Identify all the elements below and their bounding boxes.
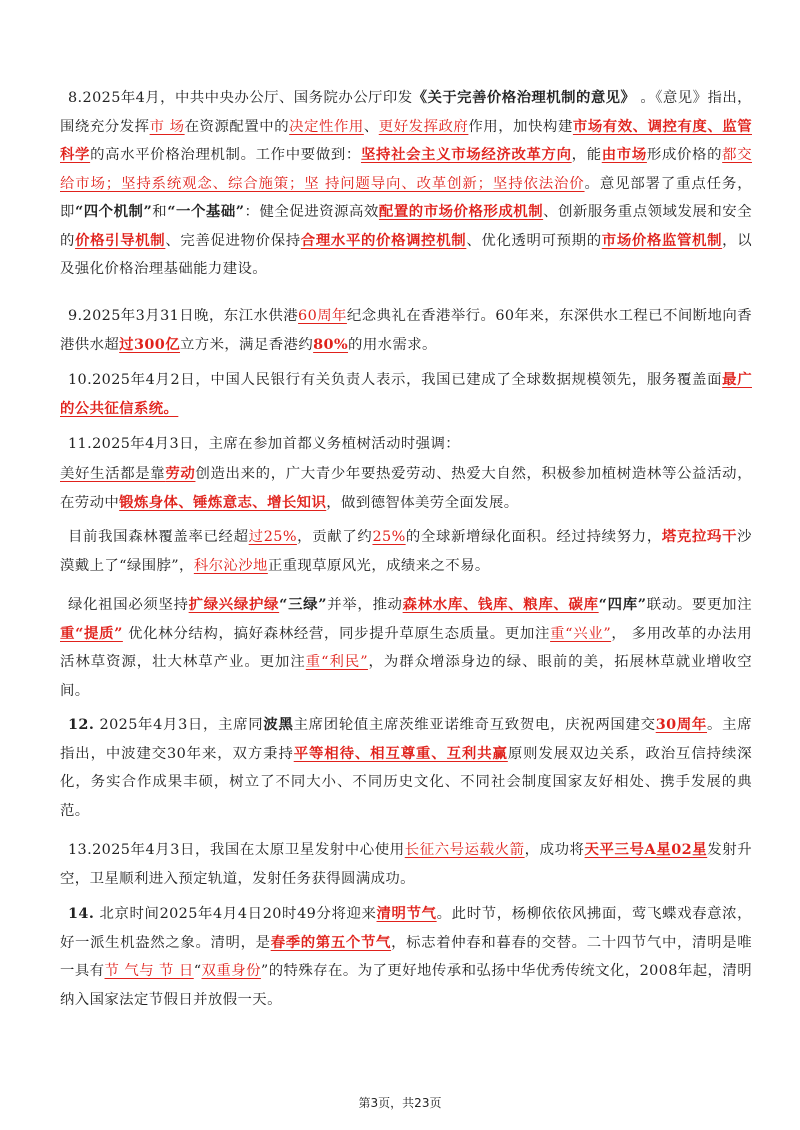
highlight-text: 春季的第五个节气 [270, 933, 392, 951]
highlight-text: 劳动 [165, 465, 196, 482]
paragraph-13 [60, 836, 752, 893]
paragraph-11-forest [60, 523, 752, 580]
body-text: 创造出来的，广大青少年要热爱劳动、热爱大自然，积极参加植树造林等公益活动，在劳动中 [60, 466, 752, 511]
highlight-text: 平等相待、相互尊重、互利共赢 [293, 744, 508, 762]
body-text: 立方米，满足香港约 [180, 336, 314, 353]
body-text: 9.2025年3月31日晚，东江水供港 [68, 308, 299, 324]
page-number: 第3页，共23页 [358, 1096, 442, 1110]
body-text: 8.2025年4月，中共中央办公厅、国务院办公厅印发 [68, 90, 413, 106]
body-text: 13.2025年4月3日，我国在太原卫星发射中心使用 [68, 842, 405, 858]
highlight-text: 节 气与 节 日 [104, 963, 194, 979]
highlight-text: 重“兴业” [550, 625, 612, 642]
highlight-text: 天平三号A星02星 [584, 841, 708, 858]
body-text: 联动。要更加注 [646, 597, 753, 613]
highlight-text: “四个机制” [74, 203, 153, 220]
highlight-text: 由市场 [601, 146, 647, 163]
highlight-text: “一个基础” [167, 203, 245, 220]
body-text: 、 [363, 118, 379, 135]
paragraph-11-body [60, 460, 752, 517]
highlight-text: 锻炼身体、锤炼意志、增长知识 [119, 493, 327, 511]
highlight-text: 过300亿 [119, 335, 180, 353]
highlight-text: 过25% [248, 529, 297, 545]
highlight-text: 更好发挥政府 [378, 118, 469, 135]
body-text: 主席团轮值主席茨维亚诺维奇互致贺电，庆祝两国建交 [293, 717, 656, 733]
highlight-text: 市场有效、调控有度、监管科学 [60, 117, 752, 163]
body-text: ：健全促进资源高效 [244, 204, 379, 220]
paragraph-10 [60, 366, 752, 423]
body-text: 优化林分结构，搞好森林经营，同步提升草原生态质量。更加注 [122, 625, 551, 642]
highlight-text: “四库” [598, 596, 647, 613]
body-text: ，做到德智体美劳全面发展。 [326, 494, 519, 511]
paragraph-8 [60, 84, 752, 284]
highlight-text: 波黑 [263, 716, 294, 733]
body-text: ， 多用改革的办法用活林草资源，壮大林草产业。更加注 [60, 625, 752, 670]
body-text: ，能 [571, 147, 602, 163]
paragraph-12 [60, 711, 752, 825]
highlight-text: 市场价格监管机制 [601, 231, 723, 249]
highlight-text: 重“提质” [60, 624, 123, 642]
body-text: 目前我国森林覆盖率已经超 [68, 529, 249, 545]
body-text: 、创新服务重点领域发展和安全的 [60, 204, 752, 249]
body-text: 的高水平价格治理机制。工作中要做到： [90, 147, 361, 163]
body-text: 发射升空，卫星顺利进入预定轨道，发射任务获得圆满成功。 [60, 842, 752, 887]
highlight-text: 决定性作用 [289, 118, 364, 135]
highlight-text: 都交给市场；坚持系统观念、综合施策；坚 持问题导向、改革创新；坚持依法治价 [60, 147, 752, 192]
body-text: 绿化祖国必须坚持 [68, 597, 189, 613]
body-text: 。此时节，杨柳依依风拂面，莺飞蝶戏春意浓，好一派生机盎然之象。清明，是 [60, 906, 752, 951]
highlight-text: 清明节气 [376, 905, 437, 922]
highlight-text: 重“利民” [305, 654, 368, 670]
highlight-text: 配置的市场价格形成机制 [378, 203, 544, 220]
highlight-text: 30周年 [655, 716, 708, 733]
body-text: 在资源配置中的 [184, 118, 290, 135]
body-text: 作用，加快构建 [468, 118, 573, 135]
body-text: 的用水需求。 [348, 336, 437, 353]
paragraph-9 [60, 302, 752, 359]
highlight-text: 双重身份 [201, 963, 261, 979]
body-text: ，标志着仲春和暮春的交替。二十四节气中，清明是唯一具有 [60, 934, 752, 979]
highlight-text: 14. [68, 905, 95, 922]
highlight-text: “三绿” [279, 596, 327, 613]
highlight-text: 《关于完善价格治理机制的意见》 [412, 89, 636, 106]
body-text: 11.2025年4月3日，主席在参加首都义务植树活动时强调： [68, 436, 461, 452]
highlight-text: 合理水平的价格调控机制 [300, 231, 467, 249]
body-text: 形成价格的 [646, 147, 723, 163]
body-text: 并举，推动 [326, 597, 403, 613]
highlight-text: 美好生活都是靠 [60, 466, 166, 482]
body-text: 、优化透明可预期的 [466, 232, 602, 249]
highlight-text: 森林水库、钱库、粮库、碳库 [402, 596, 599, 613]
highlight-text: 市 场 [149, 118, 185, 135]
body-text: ”的特殊存在。为了更好地传承和弘扬中华优秀传统文化，2008年起，清明纳入国家法定节假日并放假一天。 [60, 963, 752, 1008]
highlight-text: 25% [372, 529, 406, 545]
paragraph-11 [60, 430, 752, 459]
highlight-text: 坚持社会主义市场经济改革方向 [360, 146, 572, 163]
body-text: 正重现草原风光，成绩来之不易。 [267, 557, 490, 574]
body-text: 10.2025年4月2日，中国人民银行有关负责人表示，我国已建成了全球数据规模领先，服务覆盖面 [68, 372, 723, 388]
body-text: 2025年4月3日，主席同 [94, 717, 264, 733]
body-text: ，为群众增添身边的绿、眼前的美，拓展林草就业增收空间。 [60, 654, 752, 699]
body-text: 的全球新增绿化面积。经过持续努力， [405, 529, 662, 545]
highlight-text: 12. [68, 716, 95, 733]
paragraph-11-green [60, 591, 752, 705]
body-text: 。主席指出，中波建交30年来，双方秉持 [60, 717, 752, 762]
highlight-text: 价格引导机制 [75, 231, 166, 249]
body-text: 沙漠戴上了“绿围脖”， [60, 529, 752, 574]
body-text: ，以及强化价格治理基础能力建设。 [60, 232, 752, 277]
highlight-text: 长征六号运载火箭 [404, 842, 525, 858]
highlight-text: 科尔沁沙地 [193, 557, 268, 574]
highlight-text: 塔克拉玛干 [661, 528, 738, 545]
body-text: 北京时间2025年4月4日20时49分将迎来 [94, 906, 377, 922]
body-text: “ [193, 963, 202, 979]
body-text: 、完善促进物价保持 [165, 232, 301, 249]
highlight-text: 60周年 [298, 308, 347, 324]
body-text: 纪念典礼在香港举行。60年来，东深供水工程已不间断地向香港供水超 [60, 308, 752, 353]
body-text: 。《意见》指出，围绕充分发挥 [60, 90, 752, 135]
highlight-text: 80% [313, 335, 349, 353]
highlight-text: 扩绿兴绿护绿 [188, 596, 280, 613]
body-text: 原则发展双边关系，政治互信持续深化，务实合作成果丰硕，树立了不同大小、不同历史文化、不同社会制度国家友好相处、携手发展的典范。 [60, 745, 753, 819]
paragraph-14 [60, 900, 752, 1014]
highlight-text: 最广的公共征信系统。 [60, 371, 752, 417]
body-text: 和 [152, 204, 168, 220]
body-text: 。意见部署了重点任务，即 [60, 175, 753, 220]
body-text: ，贡献了约 [296, 529, 373, 545]
body-text: ，成功将 [524, 842, 585, 858]
